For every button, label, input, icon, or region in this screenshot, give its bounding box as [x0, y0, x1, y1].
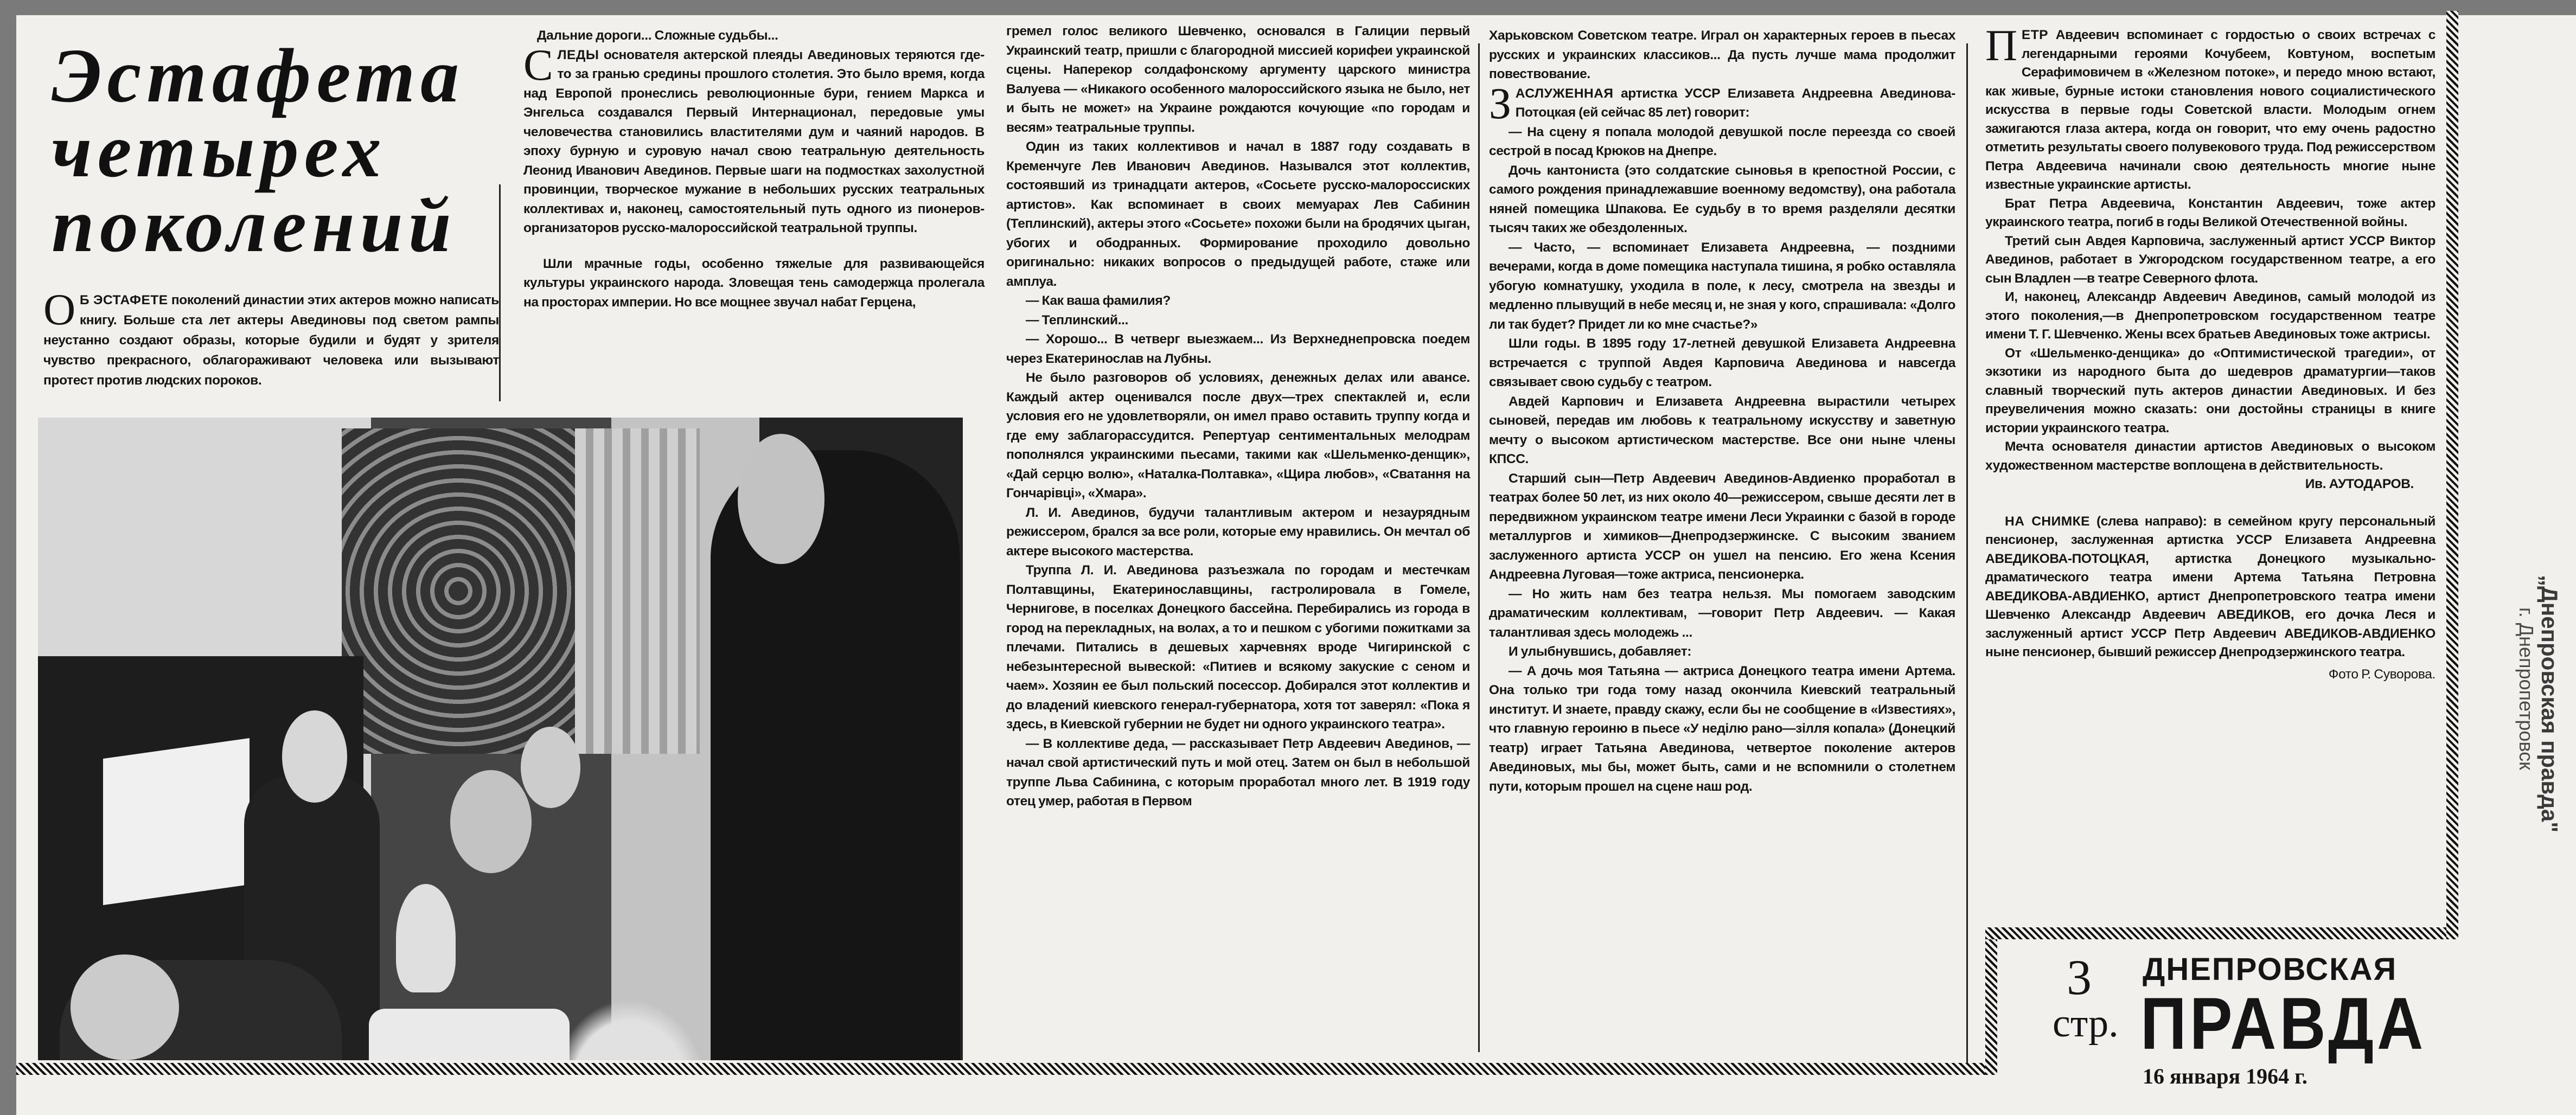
- headline-line-2: четырех: [52, 107, 387, 193]
- col2-paragraph-2: Шли мрачные годы, особенно тяжелые для развивающейся культуры украинского народа. Зловещая тень самодержца пролегала на просторах империи. Но все мощнее звучал набат Герцена,: [523, 256, 985, 310]
- column-rule: [499, 184, 501, 401]
- col3-paragraph: Л. И. Авединов, будучи талантливым актером и незаурядным режиссером, брался за все роли, которые ему нравились. Он мечтал об актере высокого мастерства.: [1006, 505, 1470, 559]
- article-headline: [52, 33, 469, 268]
- col5-paragraph: Мечта основателя династии артистов Авединовых о высоком художественном мастерстве воплощена в действительность.: [1985, 439, 2436, 473]
- photo-elderly-woman-face: [71, 954, 179, 1060]
- col3-dialogue: — Теплинский...: [1026, 312, 1129, 328]
- hatched-border-right: [2446, 11, 2458, 939]
- col3-dialogue: — Как ваша фамилия?: [1026, 293, 1171, 308]
- col3-dialogue: — Хорошо... В четверг выезжаем... Из Верхнеднепровска поедем через Екатеринослав на Лубны.: [1006, 332, 1470, 366]
- col2-caps: ЛЕДЫ: [557, 47, 599, 62]
- headline-line-1: Эстафета: [52, 33, 465, 118]
- col4-paragraph-1: артистка УССР Елизавета Андреевна Авединова-Потоцкая (ей сейчас 85 лет) говорит:: [1515, 86, 1955, 120]
- col3-paragraph: Не было разговоров об условиях, денежных делах или авансе. Каждый актер оценивался после двух—трех спектаклей и, если условия его не удовлетворяли, он имел право оставить труппу когда и где ему заблагорассудится. Репертуар сентиментальных мелодрам пополнялся украинскими пьесами, такими как «Шельменко-денщик», «Дай серцю волю», «Наталка-Полтавка», «Щира любов», «Сватання на Гончарівці», «Хмара».: [1006, 370, 1470, 501]
- col4-paragraph: Авдей Карпович и Елизавета Андреевна вырастили четырех сыновей, передав им любовь к театральному искусству и заветную мечту о высоком артистическом мастерстве. Все они ныне члены КПСС.: [1489, 394, 1955, 466]
- hatched-border-bottom: [16, 1063, 1996, 1075]
- photo-seated-man-face: [450, 770, 532, 873]
- subhead: Дальние дороги... Сложные судьбы...: [537, 28, 778, 43]
- caption-lead: НА СНИМКЕ: [2005, 514, 2090, 529]
- lead-dropcap: О: [43, 285, 75, 334]
- article-lead: [43, 285, 500, 390]
- col3-paragraph: Труппа Л. И. Авединова разъезжала по городам и местечкам Полтавщины, Екатеринославщины, гастролировала в Гомеле, Чернигове, в поселках Донецкого бассейна. Перебирались из города в город на перекладных, на волах, а то и пешком с убогими пожитками за плечами. Питались в дешевых харчевнях вроде Чигиринской с небезынтересной вывеской: «Питиев и всякому закуские с сеном и чаем». Хозяин ее был польский посессор. Добирался этот коллектив и до владений киевского генерал-губернатора, хотя тот заверял: «Пока я здесь, в Киевской губернии не будет ни одного украинского театра».: [1006, 563, 1470, 732]
- photo-man-face: [738, 434, 824, 564]
- paper-name-line-2: ПРАВДА: [2140, 982, 2427, 1065]
- publication-date: 16 января 1964 г.: [2143, 1064, 2307, 1088]
- col4-dropcap: З: [1489, 78, 1511, 128]
- photo-tea-table: [369, 1009, 570, 1060]
- lead-text: поколений династии этих актеров можно написать книгу. Больше ста лет актеры Авединовы под светом рампы неустанно создают образы, которые будили и будят у зрителя чувство прекрасного, облагораживают человека или вызывают протест против людских пороков.: [43, 293, 500, 388]
- col2-paragraph-1: основателя актерской плеяды Авединовых теряются где-то за гранью средины прошлого столетия. Это было время, когда над Европой пронеслись революционные бури, гением Маркса и Энгельса создавался Первый Интернационал, передовые умы человечества становились властителями дум и чаяний народов. В эпоху бурную и суровую начал свою театральную деятельность Леонид Иванович Авединов. Первые шаги на подмостках захолустной провинции, творческое мужание в небольших русских театральных коллективах и, наконец, самостоятельный путь одного из пионеров-организаторов русско-малороссийской театральной труппы.: [523, 47, 985, 235]
- col5-dropcap: П: [1985, 21, 2017, 70]
- photo-coffee-pot: [396, 884, 456, 992]
- page-number: 3: [2067, 950, 2092, 1005]
- family-photo: [38, 418, 963, 1060]
- paper-name-line-1: ДНЕПРОВСКАЯ: [2143, 952, 2398, 987]
- col2-dropcap: С: [523, 40, 553, 89]
- library-stamp: [2515, 575, 2566, 833]
- col4-caps: АСЛУЖЕННАЯ: [1515, 86, 1614, 101]
- col4-paragraph: — На сцену я попала молодой девушкой после переезда со своей сестрой в посад Крюков на Днепре.: [1489, 124, 1955, 158]
- col4-paragraph: Старший сын—Петр Авдеевич Авединов-Авдиенко проработал в театрах более 50 лет, из них около 40—режиссером, свыше десяти лет в передвижном украинском театре имени Леси Украинки с базой в городе металлургов и химиков—Днепродзержинске. С высоким званием заслуженного артиста УССР он ушел на пенсию. Его жена Ксения Андреевна Луговая—тоже актриса, пенсионерка.: [1489, 471, 1955, 582]
- col5-caps: ЕТР: [2021, 28, 2049, 42]
- author-byline: Ив. АУТОДАРОВ.: [2305, 477, 2414, 491]
- column-5: [1985, 21, 2436, 684]
- newspaper-masthead: [1980, 922, 2468, 1106]
- stamp-line-1: „Днепровская правда": [2537, 575, 2562, 833]
- column-3: [1006, 22, 1470, 811]
- col4-paragraph: — Но жить нам без театра нельзя. Мы помогаем заводским драматическим коллективам, —говорит Петр Авдеевич. — Какая талантливая здесь молодежь ...: [1489, 586, 1955, 640]
- headline-line-3: поколений: [52, 182, 457, 268]
- photo-caption: (слева направо): в семейном кругу персональный пенсионер, заслуженная артистка УССР Елизавета Андреевна АВЕДИКОВА-ПОТОЦКАЯ, артистка Донецкого музыкально-драматического театра имени Артема Татьяна Петровна АВЕДИКОВА-АВДИЕНКО, артист Днепропетровского театра имени Шевченко Александр Авдеевич АВЕДИКОВ, его дочка Леся и заслуженный артист УССР Петр Авдеевич АВЕДИКОВ-АВДИЕНКО ныне пенсионер, бывший режиссер Днепродзержинского театра.: [1985, 514, 2436, 659]
- col4-paragraph: И улыбнувшись, добавляет:: [1508, 644, 1692, 659]
- photo-credit: Фото Р. Суворова.: [2328, 667, 2436, 682]
- col3-paragraph: Один из таких коллективов и начал в 1887 году создавать в Кременчуге Лев Иванович Авединов. Назывался этот коллектив, состоявший из тринадцати актеров, «Сосьете русско-малороссиских артистов». Как вспоминает в своих мемуарах Лев Сабинин (Теплинский), актеры этого «Сосьете» похожи были на бродячих цыган, убогих и ободранных. Формирование проходило довольно оригинально: никаких вопросов о предыдущей работе, стаже или амплуа.: [1006, 139, 1470, 289]
- lead-caps: Б ЭСТАФЕТЕ: [79, 293, 168, 307]
- column-rule: [1478, 43, 1480, 1052]
- col4-paragraph: — Часто, — вспоминает Елизавета Андреевна, — поздними вечерами, когда в доме помещика наступала тишина, я робко оставляла убогую комнатушку, уходила в поле, к лесу, смотрела на звезды и медленно плывущий в небе месяц и, не зная у кого, спрашивала: «Долго ли так будет? Придет ли ко мне счастье?»: [1489, 240, 1955, 332]
- photo-sheet-music: [103, 738, 250, 905]
- col5-paragraph: И, наконец, Александр Авдеевич Авединов, самый молодой из этого поколения,—в Днепропетровском государственном театре имени Т. Г. Шевченко. Жены всех братьев Авединовых тоже актрисы.: [1985, 290, 2436, 342]
- col4-paragraph: Дочь кантониста (это солдатские сыновья в крепостной России, с самого рождения принадлежавшие военному ведомству), она работала няней помещика Шпакова. Ее судьбу в то время разделяли десятки тысяч таких же обездоленных.: [1489, 163, 1955, 235]
- photo-curtain: [575, 428, 700, 754]
- col5-paragraph: Третий сын Авдея Карповича, заслуженный артист УССР Виктор Авединов, работает в Ужгородском государственном театре, а его сын Владлен —в театре Северного флота.: [1985, 233, 2436, 286]
- col5-paragraph: Брат Петра Авдеевича, Константин Авдеевич, тоже актер украинского театра, погиб в годы Великой Отечественной войны.: [1985, 196, 2436, 229]
- photo-woman-face: [282, 710, 347, 803]
- col5-paragraph: От «Шельменко-денщика» до «Оптимистической трагедии», от экзотики из народного быта до шедевров драматургии—таков славный творческий путь актеров династии Авединовых. И без преувеличения можно сказать: они достойны страницы в книге истории украинского театра.: [1985, 345, 2436, 435]
- col5-paragraph-1: Авдеевич вспоминает с гордостью о своих встречах с легендарными героями Кочубеем, Ковтуном, воспетым Серафимовичем в «Железном потоке», и передо мною встают, как живые, бурные истоки становления нового социалистического искусства в первые годы Советской власти. Молодым огнем зажигаются глаза актера, когда он говорит, что ему очень радостно отметить результаты своего полувекового труда. Под режиссерством Петра Авдеевича начинали свою деятельность многие ныне известные украинские артисты.: [1985, 28, 2436, 192]
- col4-paragraph: Шли годы. В 1895 году 17-летней девушкой Елизавета Андреевна встречается с труппой Авдея Карповича Авединова и навсегда связывает свою судьбу с театром.: [1489, 336, 1955, 389]
- col3-paragraph: гремел голос великого Шевченко, основался в Галиции первый Украинский театр, пришли с благородной миссией корифеи украинской сцены. Наперекор солдафонскому аргументу царского министра Валуева — «Никакого особенного малороссийского языка не было, нет и быть не может» на Украине рождаются кочующие «по городам и весям» театральные труппы.: [1006, 24, 1470, 135]
- column-rule: [1966, 43, 1968, 1063]
- photo-girl-face: [521, 727, 580, 808]
- column-2: [523, 26, 985, 312]
- col4-paragraph: — А дочь моя Татьяна — актриса Донецкого театра имени Артема. Она только три года тому назад окончила Киевский театральный институт. И знаете, правду скажу, если бы не сообщение в «Известиях», что главную героиню в пьесе «У неділю рано—зілля копала» (Донецкий театр) играет Татьяна Авединова, четвертое поколение актеров Авединовых, мы бы, может быть, сами и не вспомнили о столетнем пути, которым прошел на сцене наш род.: [1489, 663, 1955, 794]
- photo-wall-carpet: [342, 428, 575, 754]
- page-label: стр.: [2053, 1001, 2119, 1046]
- col3-paragraph: — В коллективе деда, — рассказывает Петр Авдеевич Авединов, — начал свой артистический путь и мой отец. Затем он был в небольшой труппе Льва Сабинина, с которым проработал много лет. В 1919 году отец умер, работая в Первом: [1006, 736, 1470, 809]
- col4-paragraph: Харьковском Советском театре. Играл он характерных героев в пьесах русских и украинских классиков... Да пусть лучше мама продолжит повествование.: [1489, 28, 1955, 81]
- column-4: [1489, 26, 1955, 796]
- stamp-line-2: г. Днепропетровск: [2515, 607, 2537, 770]
